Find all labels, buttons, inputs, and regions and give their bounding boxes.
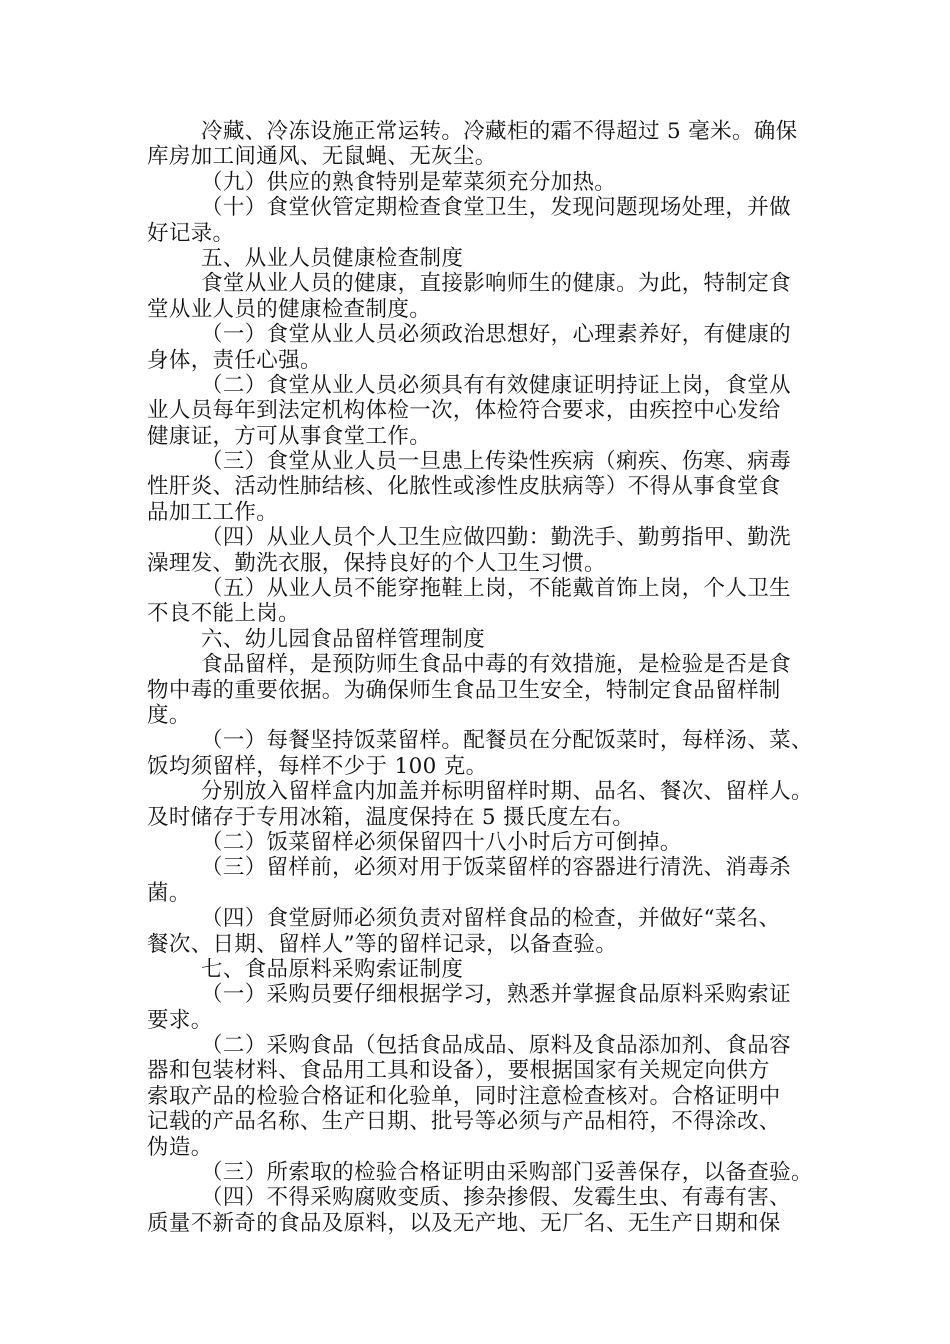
text-line: 业人员每年到法定机构体检一次，体检符合要求，由疾控中心发给 [147, 398, 781, 424]
text-line: （三）食堂从业人员一旦患上传染性疾病（痢疾、伤寒、病毒 [201, 449, 791, 475]
text-line: 菌。 [147, 880, 191, 906]
text-line: 度。 [147, 702, 191, 728]
document-body [147, 119, 827, 1236]
text-line: （二）采购食品（包括食品成品、原料及食品添加剂、食品容 [201, 1033, 791, 1059]
text-line: 物中毒的重要依据。为确保师生食品卫生安全，特制定食品留样制 [147, 677, 781, 703]
text-line: 库房加工间通风、无鼠蝇、无灰尘。 [147, 144, 497, 170]
text-line: （四）不得采购腐败变质、掺杂掺假、发霉生虫、有毒有害、 [201, 1185, 791, 1211]
text-line: 性肝炎、活动性肺结核、化脓性或渗性皮肤病等）不得从事食堂食 [147, 474, 781, 500]
text-line: （十）食堂伙管定期检查食堂卫生，发现问题现场处理，并做 [201, 195, 791, 221]
text-line: （九）供应的熟食特别是荤菜须充分加热。 [201, 169, 617, 195]
text-line: 伪造。 [147, 1134, 213, 1160]
text-line: 堂从业人员的健康检查制度。 [147, 296, 432, 322]
text-line: 分别放入留样盒内加盖并标明留样时期、品名、餐次、留样人。 [201, 779, 813, 805]
text-line: 澡理发、勤洗衣服，保持良好的个人卫生习惯。 [147, 550, 606, 576]
text-line: 餐次、日期、留样人”等的留样记录，以备查验。 [147, 931, 618, 957]
text-line: （四）从业人员个人卫生应做四勤：勤洗手、勤剪指甲、勤洗 [201, 525, 791, 551]
text-line: （一）食堂从业人员必须政治思想好，心理素养好，有健康的 [201, 322, 791, 348]
text-line: 品加工工作。 [147, 499, 279, 525]
text-line: （三）所索取的检验合格证明由采购部门妥善保存，以备查验。 [201, 1160, 813, 1186]
text-line: （五）从业人员不能穿拖鞋上岗，不能戴首饰上岗，个人卫生 [201, 576, 791, 602]
text-line: 好记录。 [147, 220, 235, 246]
text-line: 冷藏、冷冻设施正常运转。冷藏柜的霜不得超过 5 毫米。确保 [201, 119, 798, 144]
text-line: 食品留样，是预防师生食品中毒的有效措施，是检验是否是食 [201, 652, 791, 678]
text-line: 五、从业人员健康检查制度 [201, 245, 464, 271]
text-line: 六、幼儿园食品留样管理制度 [201, 626, 486, 652]
text-line: 健康证，方可从事食堂工作。 [147, 423, 432, 449]
text-line: 身体，责任心强。 [147, 347, 322, 373]
text-line: 及时储存于专用冰箱，温度保持在 5 摄氏度左右。 [147, 804, 635, 830]
text-line: 器和包装材料、食品用工具和设备），要根据国家有关规定向供方 [147, 1058, 770, 1084]
text-line: （三）留样前，必须对用于饭菜留样的容器进行清洗、消毒杀 [201, 855, 791, 881]
text-line: 七、食品原料采购索证制度 [201, 956, 464, 982]
text-line: 质量不新奇的食品及原料，以及无产地、无厂名、无生产日期和保 [147, 1210, 781, 1236]
text-line: 要求。 [147, 1007, 213, 1033]
text-line: （二）饭菜留样必须保留四十八小时后方可倒掉。 [201, 829, 682, 855]
text-line: （一）采购员要仔细根据学习，熟悉并掌握食品原料采购索证 [201, 982, 791, 1008]
text-line: （四）食堂厨师必须负责对留样食品的检查，并做好“菜名、 [201, 906, 781, 932]
text-line: 食堂从业人员的健康，直接影响师生的健康。为此，特制定食 [201, 271, 791, 297]
text-line: （二）食堂从业人员必须具有有效健康证明持证上岗，食堂从 [201, 372, 791, 398]
text-line: （一）每餐坚持饭菜留样。配餐员在分配饭菜时，每样汤、菜、 [201, 728, 813, 754]
text-line: 不良不能上岗。 [147, 601, 300, 627]
text-line: 记载的产品名称、生产日期、批号等必须与产品相符，不得涂改、 [147, 1109, 781, 1135]
text-line: 索取产品的检验合格证和化验单，同时注意检查核对。合格证明中 [147, 1083, 781, 1109]
text-line: 饭均须留样，每样不少于 100 克。 [147, 753, 488, 779]
